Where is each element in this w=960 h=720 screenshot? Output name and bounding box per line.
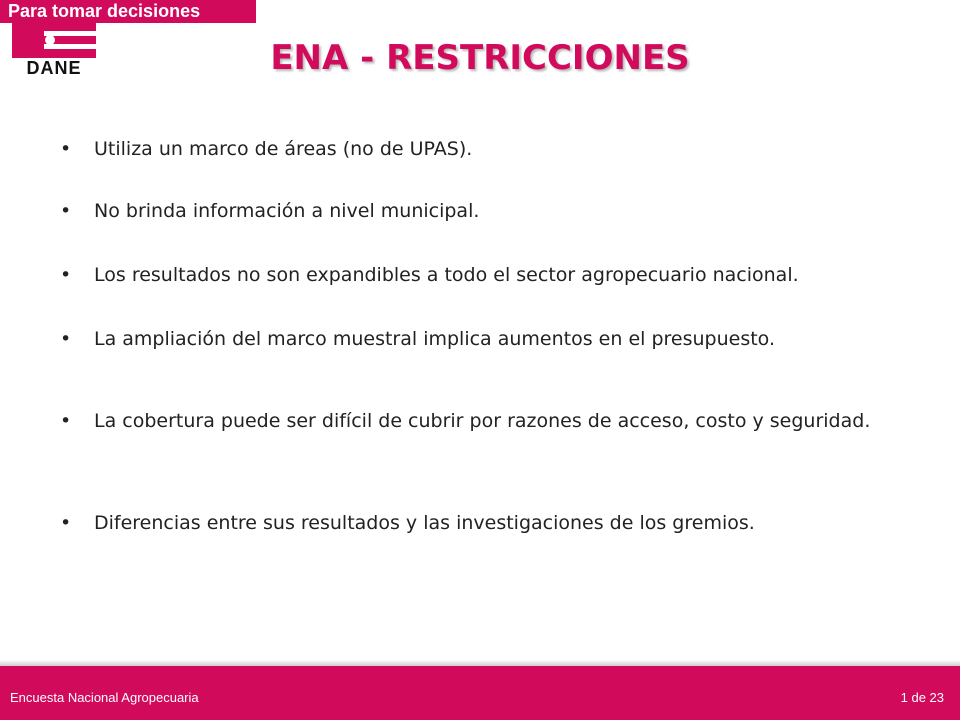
bullet-icon: • <box>60 200 72 222</box>
bullet-item <box>60 316 910 362</box>
tagline-text: Para tomar decisiones <box>8 1 201 21</box>
bullet-text: Diferencias entre sus resultados y las investigaciones de los gremios. <box>94 512 755 534</box>
bullet-text: La ampliación del marco muestral implica aumentos en el presupuesto. <box>94 328 776 350</box>
bullet-item <box>60 188 910 234</box>
bullet-icon: • <box>60 512 72 534</box>
footer-bar <box>0 666 960 720</box>
bullet-item <box>60 398 910 444</box>
page-number: 1 de 23 <box>900 690 944 705</box>
bullet-text: La cobertura puede ser difícil de cubrir por razones de acceso, costo y seguridad. <box>94 410 871 432</box>
bullet-item <box>60 252 910 298</box>
bullet-item <box>60 500 910 546</box>
bullet-text: No brinda información a nivel municipal. <box>94 200 480 222</box>
bullet-icon: • <box>60 264 72 286</box>
bullet-icon: • <box>60 328 72 350</box>
bullet-icon: • <box>60 410 72 432</box>
tagline-banner <box>0 0 256 23</box>
bullet-text: Utiliza un marco de áreas (no de UPAS). <box>94 138 473 160</box>
dane-logo-text: DANE <box>26 58 82 78</box>
footer-label: Encuesta Nacional Agropecuaria <box>10 690 199 705</box>
slide-title: ENA - RESTRICCIONES <box>270 38 690 78</box>
bullet-item <box>60 126 910 172</box>
bullet-icon: • <box>60 138 72 160</box>
bullet-text: Los resultados no son expandibles a todo el sector agropecuario nacional. <box>94 264 799 286</box>
